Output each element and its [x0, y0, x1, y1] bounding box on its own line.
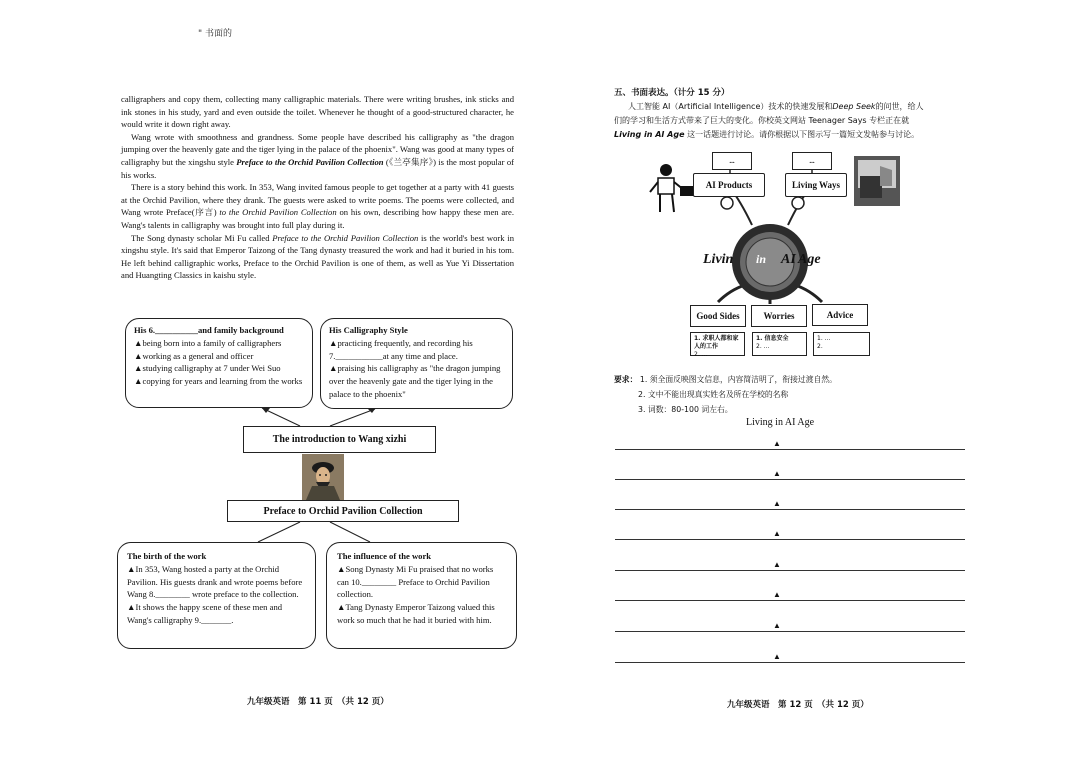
- good-sides-box: Good Sides: [690, 305, 746, 327]
- requirements: [614, 372, 1004, 417]
- dots-box-2: ...: [792, 152, 832, 170]
- advice-list: [813, 332, 870, 356]
- line-marker: ▲: [773, 469, 781, 478]
- background-box: [125, 318, 313, 408]
- essay-title: Living in AI Age: [746, 417, 815, 428]
- ai-products-box: AI Products: [693, 173, 765, 197]
- background-line: ▲copying for years and learning from the works: [134, 376, 303, 387]
- influence-title: The influence of the work: [337, 551, 432, 561]
- advice-item: 1. ...: [817, 335, 831, 342]
- writing-line[interactable]: [615, 631, 965, 632]
- center-word-ai: AI: [781, 252, 796, 267]
- style-line: ▲practicing frequently, and recording his 7.___________at any time and place.: [329, 337, 473, 361]
- style-title: His Calligraphy Style: [329, 325, 408, 335]
- advice-item: 2.: [817, 343, 823, 350]
- dots-box-1: ...: [712, 152, 752, 170]
- birth-box: [117, 542, 316, 649]
- section-title: 五、书面表达。（计分 15 分）: [614, 88, 730, 98]
- birth-line: ▲It shows the happy scene of these men and Wang's calligraphy 9._______.: [127, 602, 283, 625]
- birth-line: ▲In 353, Wang hosted a party at the Orchid Pavilion. His guests drank and wrote poems before Wang 8.________ wrote preface to the collection.: [127, 563, 303, 600]
- header-fragment: " 书面的: [198, 29, 233, 39]
- paragraph-2: Wang wrote with smoothness and grandness. Some people have described his calligraphy as "the dragon jumping over the heavenly gate and the tiger lying in the palace of the phoenix". Wang was good at many types of calligraphy but the xingshu style Preface to the Orchid Pavilion Collection (《兰亭集序》) is the most popular of his works.: [121, 131, 514, 180]
- background-line: ▲being born into a family of calligraphers: [134, 337, 282, 348]
- good-sides-list: [690, 332, 745, 356]
- birth-title: The birth of the work: [127, 551, 207, 561]
- background-line: ▲working as a general and officer: [134, 350, 254, 361]
- style-line: ▲praising his calligraphy as "the dragon jumping over the heavenly gate and the tiger lying in the palace to the phoenix": [329, 363, 501, 399]
- good-sides-item: 2. ...: [694, 351, 708, 358]
- influence-line: ▲Song Dynasty Mi Fu praised that no works can 10.________ Preface to Orchid Pavilion collection.: [337, 563, 494, 600]
- intro-label: The introduction to Wang xizhi: [243, 426, 436, 453]
- page-footer-left: 九年级英语 第 11 页 （共 12 页）: [247, 697, 389, 707]
- writing-line[interactable]: [615, 570, 965, 571]
- advice-box: Advice: [812, 304, 868, 326]
- right-page: [540, 0, 1080, 764]
- center-word-age: Age: [798, 252, 821, 267]
- line-marker: ▲: [773, 652, 781, 661]
- line-marker: ▲: [773, 499, 781, 508]
- writing-line[interactable]: [615, 662, 965, 663]
- line-marker: ▲: [773, 560, 781, 569]
- living-ways-box: Living Ways: [785, 173, 847, 197]
- writing-line[interactable]: [615, 449, 965, 450]
- good-sides-item: 1. 求职人都和家人的工作: [694, 335, 739, 350]
- worries-list: [752, 332, 807, 356]
- influence-line: ▲Tang Dynasty Emperor Taizong valued this work so much that he had it buried with him.: [337, 602, 495, 625]
- style-box: [320, 318, 513, 409]
- line-marker: ▲: [773, 590, 781, 599]
- paragraph-4: The Song dynasty scholar Mi Fu called Preface to the Orchid Pavilion Collection is the world's best work in xingshu style. It's said that Emperor Taizong of the Tang dynasty treasured the work and had it buried in his tom. He left behind calligraphic works, Preface to the Orchid Pavilion is one of them, as well as Yue Yi Dissertation and Huangting Classics in kaishu style.: [121, 232, 514, 281]
- requirements-label: 要求：: [614, 375, 638, 384]
- paragraph-1: calligraphers and copy them, collecting many calligraphic materials. There were writing brushes, ink sticks and ink stones in his study, yard and even outside the toilet. Whenever he thought of a good-structured character, he would write it down right away.: [121, 94, 514, 130]
- writing-line[interactable]: [615, 539, 965, 540]
- line-marker: ▲: [773, 439, 781, 448]
- requirement-item: 2. 文中不能出现真实姓名及所在学校的名称: [638, 390, 789, 399]
- line-marker: ▲: [773, 621, 781, 630]
- center-word-living: Livin: [703, 252, 734, 267]
- wang-xizhi-portrait: [302, 454, 344, 500]
- requirement-item: 3. 词数：80-100 词左右。: [638, 405, 733, 414]
- center-word-in: in: [756, 252, 767, 266]
- writing-line[interactable]: [615, 600, 965, 601]
- page-footer-right: 九年级英语 第 12 页 （共 12 页）: [727, 700, 869, 710]
- requirement-item: 1. 须全面反映图文信息，内容简洁明了，衔接过渡自然。: [639, 375, 837, 384]
- preface-label: Preface to Orchid Pavilion Collection: [227, 500, 459, 522]
- writing-line[interactable]: [615, 479, 965, 480]
- line-marker: ▲: [773, 529, 781, 538]
- worries-item: 1. 信息安全: [756, 335, 789, 342]
- worries-box: Worries: [751, 305, 807, 327]
- influence-box: [326, 542, 517, 649]
- paragraph-3: There is a story behind this work. In 353, Wang invited famous people to get together at a party with 41 guests at the Orchid Pavilion, where they drank. The guests were asked to write poems. The poems were collected, and Wang wrote Preface(序言) to the Orchid Pavilion Collection on his own, describing how happy these men are. Wang's talents in calligraphy was brought into full play during it.: [121, 182, 514, 230]
- task-intro: 人工智能 AI（Artificial Intelligence）技术的快速发展和Deep Seek的问世，给人 们的学习和生活方式带来了巨大的变化。你校英文网站 Teenager Says 专栏正在就 Living in AI Age 这一话题进行讨论。请你根据以下图示写一篇短文发帖参与讨论。: [614, 102, 924, 139]
- worries-item: 2. ...: [756, 343, 770, 350]
- background-line: ▲studying calligraphy at 7 under Wei Suo: [134, 363, 281, 374]
- background-title: His 6.__________and family background: [134, 325, 284, 335]
- writing-line[interactable]: [615, 509, 965, 510]
